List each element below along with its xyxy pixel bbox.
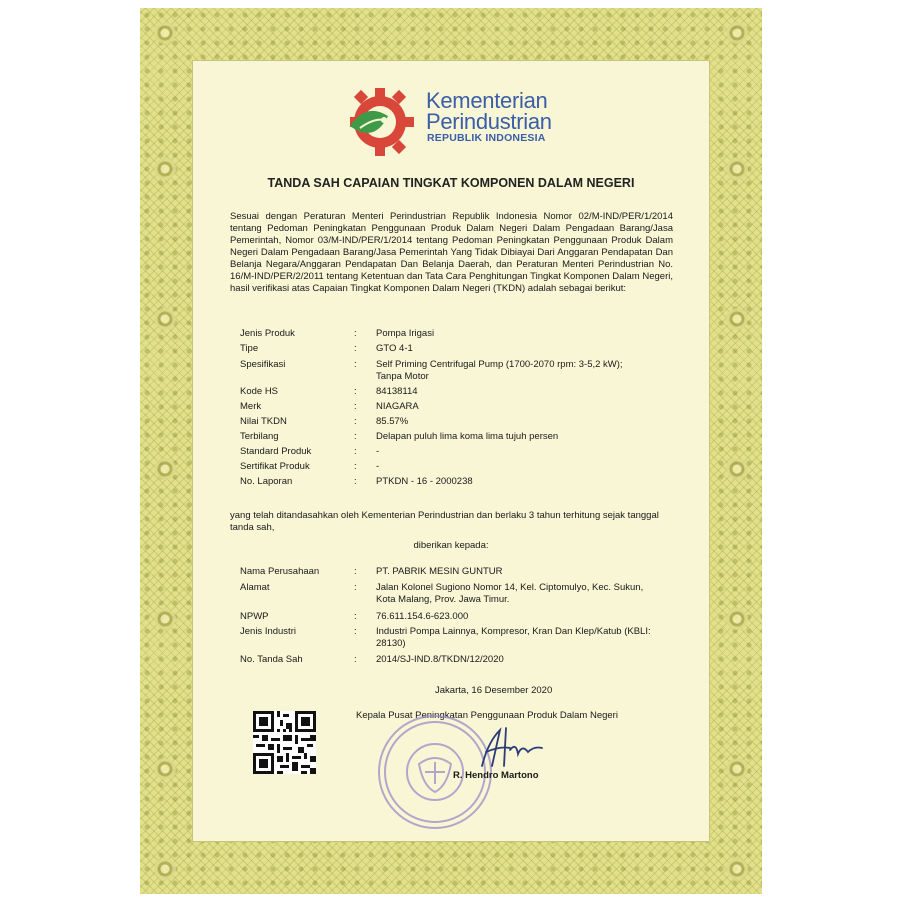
field-value: Jalan Kolonel Sugiono Nomor 14, Kel. Ciptomulyo, Kec. Sukun, Kota Malang, Prov. Jawa Timur. (376, 582, 644, 605)
field-value: - (376, 461, 380, 472)
field-value: 85.57% (376, 416, 409, 427)
field-separator: : (354, 359, 357, 370)
field-separator: : (354, 611, 357, 622)
field-separator: : (354, 386, 357, 397)
field-label: Nama Perusahaan (240, 566, 320, 577)
field-label: Standard Produk (240, 446, 312, 457)
field-value: PT. PABRIK MESIN GUNTUR (376, 566, 503, 577)
logo-text-kementerian: Kementerian (426, 88, 548, 113)
field-label: No. Laporan (240, 476, 293, 487)
field-value: PTKDN - 16 - 2000238 (376, 476, 473, 487)
field-separator: : (354, 582, 357, 593)
field-label: Terbilang (240, 431, 279, 442)
field-separator: : (354, 416, 357, 427)
signer-name: R. Hendro Martono (453, 770, 539, 781)
field-label: Jenis Produk (240, 328, 295, 339)
field-separator: : (354, 446, 357, 457)
field-separator: : (354, 654, 357, 665)
field-separator: : (354, 401, 357, 412)
field-separator: : (354, 476, 357, 487)
field-value: - (376, 446, 380, 457)
certificate-title: TANDA SAH CAPAIAN TINGKAT KOMPONEN DALAM NEGERI (267, 176, 635, 190)
field-separator: : (354, 343, 357, 354)
field-label: Kode HS (240, 386, 279, 397)
field-value: 84138114 (376, 386, 418, 397)
logo-text-perindustrian: Perindustrian (426, 109, 552, 134)
field-label: Jenis Industri (240, 626, 296, 637)
field-label: Sertifikat Produk (240, 461, 310, 472)
field-value: Pompa Irigasi (376, 328, 435, 339)
field-value: GTO 4-1 (376, 343, 413, 354)
field-value: NIAGARA (376, 401, 419, 412)
field-separator: : (354, 626, 357, 637)
qr-code (253, 711, 316, 774)
field-value: Delapan puluh lima koma lima tujuh persen (376, 431, 559, 442)
field-label: Spesifikasi (240, 359, 286, 370)
field-label: Nilai TKDN (240, 416, 287, 427)
certificate-content (140, 0, 762, 900)
field-value: Industri Pompa Lainnya, Kompresor, Kran Dan Klep/Katub (KBLI: 28130) (376, 626, 651, 649)
field-value: Self Priming Centrifugal Pump (1700-2070 rpm: 3-5,2 kW); Tanpa Motor (376, 359, 623, 382)
signature (470, 722, 560, 772)
field-value: 2014/SJ-IND.8/TKDN/12/2020 (376, 654, 504, 665)
logo-text-republik: REPUBLIK INDONESIA (427, 132, 546, 144)
field-label: No. Tanda Sah (240, 654, 303, 665)
field-label: Merk (240, 401, 262, 412)
place-date: Jakarta, 16 Desember 2020 (435, 685, 553, 696)
field-separator: : (354, 328, 357, 339)
given-to-label: diberikan kepada: (413, 540, 489, 551)
field-separator: : (354, 566, 357, 577)
field-label: NPWP (240, 611, 269, 622)
field-label: Tipe (240, 343, 259, 354)
field-separator: : (354, 431, 357, 442)
intro-paragraph: Sesuai dengan Peraturan Menteri Perindustrian Republik Indonesia Nomor 02/M-IND/PER/1/2014 tentang Pedoman Peningkatan Penggunaan Produk Dalam Negeri Dalam Pengadaan Barang/Jasa Pemerintah, Nomor 03/M-IND/PER/1/2014 tentang Pedoman Peningkatan Penggunaan Produk Dalam Negeri Dalam Pengadaan Barang/Jasa Pemerintah Yang Tidak Dibiayai Dari Anggaran Pendapatan Dan Belanja Negara/Anggaran Pendapatan Dan Belanja Daerah, dan Peraturan Menteri Perindustrian No. 16/M-IND/PER/2/2011 tentang Ketentuan dan Tata Cara Penghitungan Tingkat Komponen Dalam Negeri, hasil verifikasi atas Capaian Tingkat Komponen Dalam Negeri (TKDN) adalah sebagai berikut: (230, 211, 673, 294)
signer-title: Kepala Pusat Peningkatan Penggunaan Produk Dalam Negeri (356, 710, 618, 721)
field-label: Alamat (240, 582, 270, 593)
field-value: 76.611.154.6-623.000 (376, 611, 469, 622)
validity-paragraph: yang telah ditandasahkan oleh Kementerian Perindustrian dan berlaku 3 tahun terhitung sejak tanggal tanda sah, (230, 510, 659, 533)
field-separator: : (354, 461, 357, 472)
